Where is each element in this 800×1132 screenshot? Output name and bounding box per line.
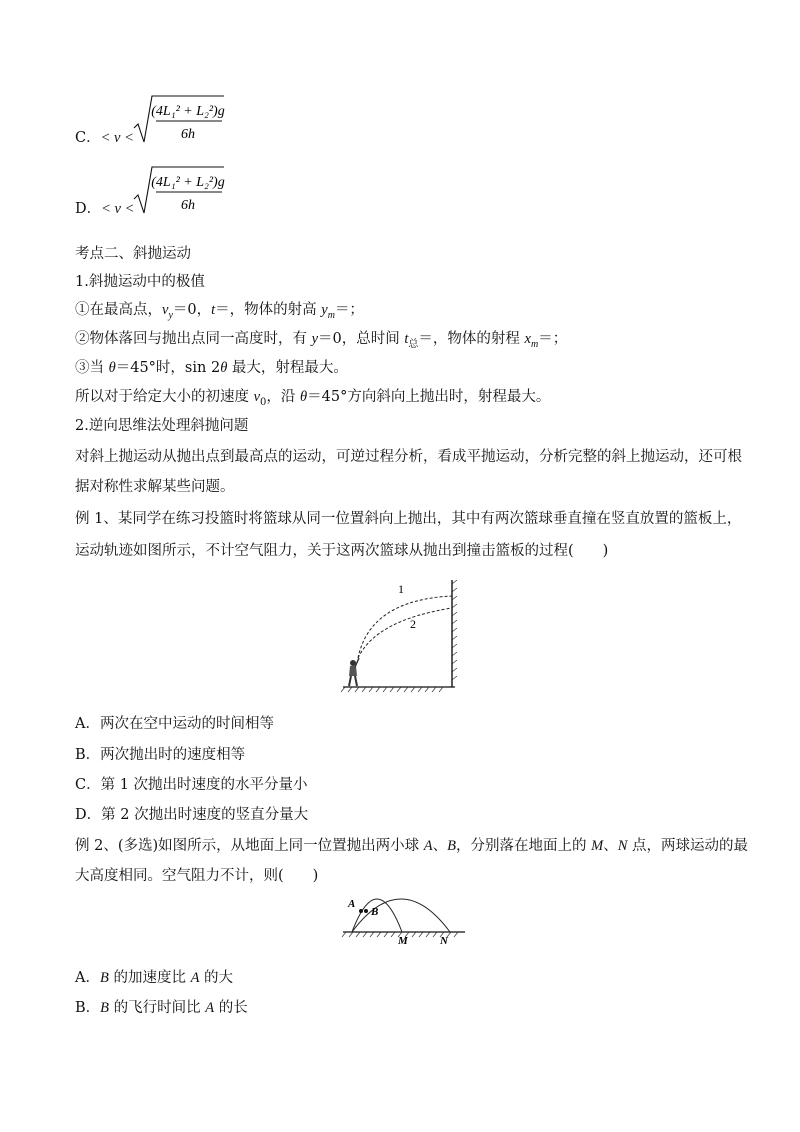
- item1-var-t: t: [211, 302, 216, 318]
- item1-var-y: y: [321, 302, 328, 318]
- conclusion-sub-0: 0: [260, 396, 267, 408]
- trajectory-2: [358, 608, 452, 658]
- item3-var-theta: θ: [108, 360, 116, 376]
- option-c-numer: (4L₁² + L₂²)g: [151, 104, 225, 119]
- item2-var-x: x: [524, 331, 531, 347]
- ex2-optb-var-a: A: [205, 1000, 215, 1016]
- sub2-text-line2: 据对称性求解某些问题。: [75, 479, 235, 495]
- item1-text-c: ＝0，: [172, 302, 212, 318]
- item2-text-e: ＝，物体的射程: [418, 331, 525, 347]
- label-a: A: [348, 898, 356, 910]
- item2-sub-m: m: [530, 338, 539, 350]
- ex2-opta-text-c: 的加速度比: [108, 970, 191, 986]
- item2-text-a: ②物体落回与抛出点同一高度时，有: [75, 331, 312, 347]
- ex1-option-d: D．第 2 次抛出时速度的竖直分量大: [75, 807, 309, 823]
- item2-var-y: y: [311, 331, 319, 347]
- trajectory-label-2: 2: [410, 617, 416, 631]
- item3-var-theta2: θ: [220, 360, 228, 376]
- option-d: [75, 199, 134, 219]
- ex2-var-b: B: [447, 838, 456, 854]
- ex2-opta-text-e: 的大: [199, 970, 234, 986]
- option-d-numer: (4L₁² + L₂²)g: [151, 175, 225, 190]
- ex1-option-b: B．两次抛出时的速度相等: [75, 747, 246, 763]
- ex2-opta-var-a: A: [190, 970, 200, 986]
- ex2-var-n: N: [617, 838, 628, 854]
- option-d-expr: < v <: [101, 201, 135, 217]
- conclusion-var-v: v: [253, 389, 261, 405]
- ex2-var-a: A: [423, 838, 433, 854]
- ex2-figure: [340, 885, 468, 947]
- item2-var-t: t: [404, 331, 409, 347]
- conclusion-text-a: 所以对于给定大小的初速度: [75, 389, 254, 405]
- ex2-text-c: 、: [432, 838, 448, 854]
- ex1-option-c: C．第 1 次抛出时速度的水平分量小: [75, 777, 308, 793]
- label-n: N: [440, 935, 448, 947]
- ex2-text-g: 、: [603, 838, 618, 854]
- item2-text-g: ＝；: [538, 331, 568, 347]
- option-d-label: D．: [75, 201, 102, 217]
- ex2-opta-var-b: B: [99, 970, 109, 986]
- ex2-text-a: 例 2、(多选)如图所示，从地面上同一位置抛出两小球: [75, 838, 424, 854]
- ex2-option-b: [75, 998, 248, 1018]
- ex2-optb-text-e: 的长: [214, 1000, 248, 1016]
- ex2-optb-label: B．: [75, 1000, 101, 1016]
- option-c: [75, 128, 134, 148]
- ex2-opta-label: A．: [75, 970, 100, 986]
- ex2-option-a: [75, 968, 233, 988]
- ex2-var-m: M: [591, 838, 604, 854]
- ex2-text-e: ，分别落在地面上的: [455, 838, 592, 854]
- sub1-title: 1.斜抛运动中的极值: [75, 274, 205, 290]
- item1-sub-y: y: [168, 309, 173, 321]
- trajectory-1: [358, 596, 452, 658]
- option-d-sqrt: [132, 165, 227, 217]
- item3-text-e: 最大，射程最大。: [227, 360, 348, 376]
- label-b: B: [371, 906, 379, 918]
- ex2-optb-var-b: B: [100, 1000, 110, 1016]
- option-c-sqrt: [132, 94, 227, 146]
- item2-sub-total: 总: [408, 338, 419, 350]
- conclusion-text-c: ，沿: [266, 389, 301, 405]
- player-figure: [349, 658, 359, 686]
- item1-sub-m: m: [327, 309, 335, 321]
- ex2-question-line2: 大高度相同。空气阻力不计，则( ): [75, 868, 319, 884]
- section-title: 考点二、斜抛运动: [75, 246, 191, 262]
- option-c-denom: 6h: [181, 127, 195, 142]
- item1-text-g: ＝；: [334, 302, 364, 318]
- item3-text-a: ③当: [75, 360, 109, 376]
- ex2-text-i: 点，两球运动的最: [627, 838, 748, 854]
- item1-var-v: v: [162, 302, 169, 318]
- ex1-option-a: A．两次在空中运动的时间相等: [75, 716, 274, 732]
- label-m: M: [398, 935, 408, 947]
- item1: [75, 300, 364, 326]
- item1-text-a: ①在最高点，: [75, 302, 162, 318]
- ball-a: [359, 909, 363, 913]
- sub2-text-line1: 对斜上抛运动从抛出点到最高点的运动，可逆过程分析，看成平抛运动，分析完整的斜上抛运动，还可根: [75, 449, 742, 465]
- ball-b: [364, 909, 368, 913]
- conclusion-var-theta: θ: [300, 389, 308, 405]
- ex2-optb-text-c: 的飞行时间比: [109, 1000, 206, 1016]
- ex1-figure: [340, 570, 465, 695]
- trajectory-label-1: 1: [398, 582, 404, 596]
- item1-text-e: ＝，物体的射高: [215, 302, 322, 318]
- option-d-denom: 6h: [181, 198, 195, 213]
- item2-text-c: ＝0，总时间: [318, 331, 405, 347]
- conclusion-text-e: ＝45°方向斜向上抛出时，射程最大。: [307, 389, 551, 405]
- option-c-expr: < v <: [100, 130, 134, 146]
- ex1-question-line2: 运动轨迹如图所示，不计空气阻力，关于这两次篮球从抛出到撞击篮板的过程( ): [75, 543, 609, 559]
- ex2-question-line1: [75, 836, 748, 856]
- conclusion: [75, 387, 550, 413]
- option-c-label: C．: [75, 130, 101, 146]
- item2: [75, 329, 567, 355]
- item3-text-c: ＝45°时，sin 2: [115, 360, 221, 376]
- item3: [75, 358, 348, 378]
- ex1-question-line1: 例 1、某同学在练习投篮时将篮球从同一位置斜向上抛出，其中有两次篮球垂直撞在竖直放置的篮板上，: [75, 511, 742, 527]
- sub2-title: 2.逆向思维法处理斜抛问题: [75, 418, 249, 434]
